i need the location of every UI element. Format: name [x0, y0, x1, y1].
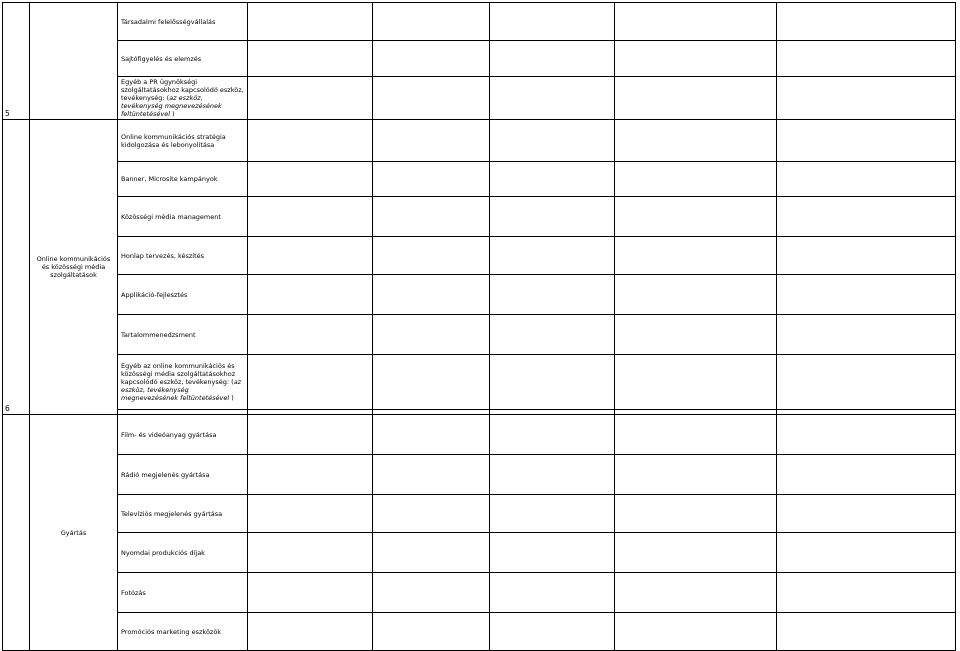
- entry-cell[interactable]: [490, 355, 615, 410]
- service-cell: Televíziós megjelenés gyártása: [118, 495, 248, 533]
- entry-cell[interactable]: [490, 41, 615, 77]
- entry-cell[interactable]: [615, 275, 777, 315]
- entry-cell[interactable]: [777, 41, 956, 77]
- entry-cell[interactable]: [615, 3, 777, 41]
- services-table: [2, 2, 956, 651]
- service-cell: Fotózás: [118, 573, 248, 613]
- service-cell: Sajtófigyelés és elemzés: [118, 41, 248, 77]
- entry-cell[interactable]: [490, 415, 615, 455]
- entry-cell[interactable]: [777, 533, 956, 573]
- entry-cell[interactable]: [248, 3, 373, 41]
- entry-cell[interactable]: [777, 613, 956, 651]
- service-text: Egyéb a PR ügynökségi szolgáltatásokhoz kapcsolódó eszköz, tevékenység: (: [121, 78, 244, 102]
- entry-cell[interactable]: [615, 120, 777, 162]
- service-cell: Tartalommenedzsment: [118, 315, 248, 355]
- entry-cell[interactable]: [777, 355, 956, 410]
- entry-cell[interactable]: [490, 162, 615, 197]
- entry-cell[interactable]: [373, 77, 490, 120]
- table-row: [3, 573, 956, 613]
- entry-cell[interactable]: [615, 77, 777, 120]
- entry-cell[interactable]: [490, 495, 615, 533]
- service-cell: Rádió megjelenés gyártása: [118, 455, 248, 495]
- table-row: [3, 3, 956, 41]
- entry-cell[interactable]: [777, 120, 956, 162]
- entry-cell[interactable]: [490, 613, 615, 651]
- entry-cell[interactable]: [777, 162, 956, 197]
- entry-cell[interactable]: [615, 533, 777, 573]
- table-row: [3, 495, 956, 533]
- entry-cell[interactable]: [373, 495, 490, 533]
- entry-cell[interactable]: [615, 613, 777, 651]
- entry-cell[interactable]: [777, 197, 956, 237]
- category-cell: Gyártás: [30, 415, 118, 651]
- entry-cell[interactable]: [777, 237, 956, 275]
- entry-cell[interactable]: [615, 41, 777, 77]
- entry-cell[interactable]: [373, 455, 490, 495]
- entry-cell[interactable]: [248, 197, 373, 237]
- table-row: [3, 275, 956, 315]
- table-row: [3, 197, 956, 237]
- entry-cell[interactable]: [373, 162, 490, 197]
- category-cell: Online kommunikációs és közösségi média szolgáltatások: [30, 120, 118, 415]
- entry-cell[interactable]: [490, 237, 615, 275]
- entry-cell[interactable]: [373, 3, 490, 41]
- table-row: [3, 315, 956, 355]
- entry-cell[interactable]: [248, 275, 373, 315]
- entry-cell[interactable]: [248, 415, 373, 455]
- table-row: [3, 77, 956, 120]
- row-number: 6: [3, 120, 30, 415]
- entry-cell[interactable]: [615, 162, 777, 197]
- entry-cell[interactable]: [373, 315, 490, 355]
- service-cell: Promóciós marketing eszközök: [118, 613, 248, 651]
- service-cell: Nyomdai produkciós díjak: [118, 533, 248, 573]
- service-cell: Film- és videóanyag gyártása: [118, 415, 248, 455]
- entry-cell[interactable]: [248, 77, 373, 120]
- table-row: [3, 533, 956, 573]
- entry-cell[interactable]: [490, 77, 615, 120]
- entry-cell[interactable]: [615, 455, 777, 495]
- entry-cell[interactable]: [373, 415, 490, 455]
- entry-cell[interactable]: [615, 237, 777, 275]
- row-number: [3, 415, 30, 651]
- entry-cell[interactable]: [615, 495, 777, 533]
- entry-cell[interactable]: [373, 613, 490, 651]
- entry-cell[interactable]: [615, 315, 777, 355]
- entry-cell[interactable]: [490, 3, 615, 41]
- entry-cell[interactable]: [490, 573, 615, 613]
- entry-cell[interactable]: [490, 315, 615, 355]
- table-row: [3, 162, 956, 197]
- entry-cell[interactable]: [373, 533, 490, 573]
- service-text-italic: az eszköz, tevékenység megnevezésének feltüntetésével: [121, 378, 242, 402]
- entry-cell[interactable]: [777, 315, 956, 355]
- service-cell: Közösségi média management: [118, 197, 248, 237]
- table-row: [3, 415, 956, 455]
- entry-cell[interactable]: [373, 275, 490, 315]
- entry-cell[interactable]: [373, 120, 490, 162]
- table-row: [3, 355, 956, 410]
- service-text: Egyéb az online kommunikációs és közösségi média szolgáltatásokhoz kapcsolódó eszköz, tevékenység: (: [121, 362, 236, 386]
- entry-cell[interactable]: [248, 41, 373, 77]
- service-text-end: ): [170, 110, 175, 118]
- entry-cell[interactable]: [248, 162, 373, 197]
- entry-cell[interactable]: [248, 495, 373, 533]
- table-row: [3, 120, 956, 162]
- entry-cell[interactable]: [777, 455, 956, 495]
- entry-cell[interactable]: [777, 3, 956, 41]
- service-text-italic: az eszköz, tevékenység megnevezésének feltüntetésével: [121, 94, 222, 118]
- entry-cell[interactable]: [777, 573, 956, 613]
- entry-cell[interactable]: [490, 275, 615, 315]
- entry-cell[interactable]: [777, 275, 956, 315]
- entry-cell[interactable]: [490, 197, 615, 237]
- service-cell: Online kommunikációs stratégia kidolgozása és lebonyolítása: [118, 120, 248, 162]
- entry-cell[interactable]: [373, 355, 490, 410]
- entry-cell[interactable]: [248, 613, 373, 651]
- entry-cell[interactable]: [615, 197, 777, 237]
- service-cell: Honlap tervezés, készítés: [118, 237, 248, 275]
- entry-cell[interactable]: [490, 533, 615, 573]
- entry-cell[interactable]: [777, 495, 956, 533]
- entry-cell[interactable]: [248, 237, 373, 275]
- entry-cell[interactable]: [373, 197, 490, 237]
- service-text-end: ): [229, 394, 234, 402]
- service-cell: Banner, Microsite kampányok: [118, 162, 248, 197]
- service-cell: [118, 355, 248, 410]
- table-row: [3, 41, 956, 77]
- entry-cell[interactable]: [373, 41, 490, 77]
- entry-cell[interactable]: [490, 120, 615, 162]
- entry-cell[interactable]: [615, 573, 777, 613]
- service-cell: [118, 77, 248, 120]
- table-row: [3, 455, 956, 495]
- category-cell: [30, 3, 118, 120]
- service-cell: Társadalmi felelősségvállalás: [118, 3, 248, 41]
- table-row: [3, 237, 956, 275]
- entry-cell[interactable]: [248, 355, 373, 410]
- entry-cell[interactable]: [248, 120, 373, 162]
- entry-cell[interactable]: [248, 455, 373, 495]
- entry-cell[interactable]: [490, 455, 615, 495]
- entry-cell[interactable]: [248, 573, 373, 613]
- entry-cell[interactable]: [615, 355, 777, 410]
- row-number: 5: [3, 3, 30, 120]
- service-cell: Applikáció-fejlesztés: [118, 275, 248, 315]
- entry-cell[interactable]: [248, 533, 373, 573]
- entry-cell[interactable]: [777, 415, 956, 455]
- entry-cell[interactable]: [373, 573, 490, 613]
- table-row: [3, 613, 956, 651]
- entry-cell[interactable]: [248, 315, 373, 355]
- entry-cell[interactable]: [777, 77, 956, 120]
- entry-cell[interactable]: [373, 237, 490, 275]
- entry-cell[interactable]: [615, 415, 777, 455]
